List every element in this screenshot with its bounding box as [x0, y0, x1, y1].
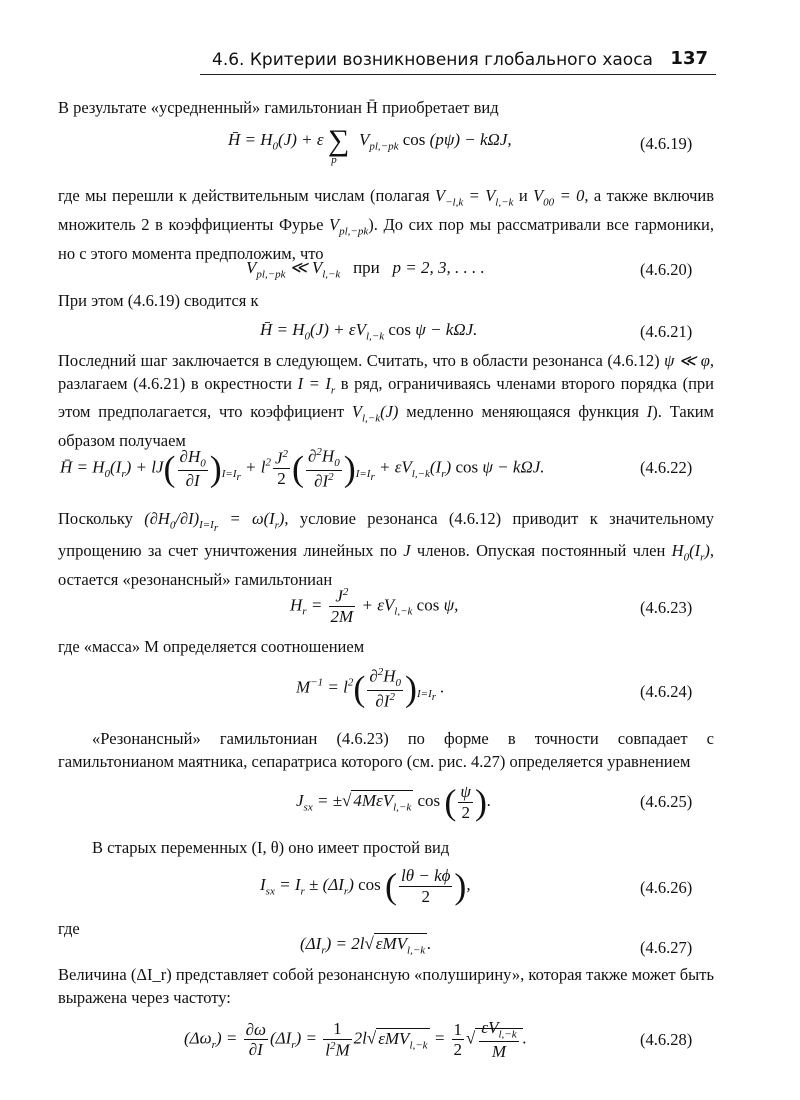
section-title: 4.6. Критерии возникновения глобального хаоса: [212, 50, 653, 70]
paragraph-8: В старых переменных (I, θ) оно имеет простой вид: [92, 838, 450, 857]
equation-number: (4.6.26): [640, 878, 693, 897]
equation-4-6-27: $(\Delta I_r) = 2l√$ εMV$_{l,-k}$ .: [300, 934, 432, 957]
page-number: 137: [670, 48, 708, 69]
paragraph-4: Последний шаг заключается в следующем. Считать, что в области резонанса (4.6.12) ψ ≪ φ, разлагаем (4.6.21) в окрестности $I = I_r$ в ряд, ограничиваясь членами второго порядка (при этом предполагается, что коэффициент $V_{l,-k}(J)$ медленно меняющаяся функция I). Таким образом получаем: [58, 351, 714, 451]
equation-4-6-21: H̄ = $H_0(J) + \varepsilon V_{l,-k}$ cos ψ − kΩJ.: [260, 320, 478, 343]
equation-4-6-20: $V_{pl,-pk}$ ≪ $V_{l,-k}$ при p = 2, 3, . . . .: [246, 258, 485, 281]
paragraph-5: Поскольку $(\partial H_0/\partial I)_{I=I_r} = \omega(I_r)$, условие резонанса (4.6.12) приводит к значительному упрощению за счет уничтожения линейных по J членов. Опуская постоянный член $H_0(I_r)$, остается «резонансный» гамильтониан: [58, 509, 714, 589]
equation-4-6-26: $I_{sx} = I_r \pm (\Delta I_r)$ cos ( $\frac{l\theta - k\phi}{2}$ ),: [260, 866, 471, 907]
equation-number: (4.6.24): [640, 682, 693, 701]
running-header: [200, 44, 716, 75]
paragraph-9: где: [58, 919, 80, 938]
equation-4-6-22: H̄ = $H_0(I_r) + lJ$( $\frac{\partial H_0}{\partial I}$ )$_{I=I_r} + l^2$ $\frac{J^2}{2}$ ( $\frac{\partial^2H_0}{\partial I^2}$ )$_{I=I_r} + \varepsilon V_{l,-k}(I_r)$ cos ψ − kΩJ.: [60, 446, 545, 491]
paragraph-6: где «масса» M определяется соотношением: [58, 637, 365, 656]
equation-number: (4.6.21): [640, 322, 693, 341]
paragraph-1: В результате «усредненный» гамильтониан H̄ приобретает вид: [58, 98, 499, 117]
equation-4-6-28: $(\Delta\omega_r)$ = $\frac{\partial\omega}{\partial I}$ $(\Delta I_r)$ = $\frac{1}{l^2M}$ 2l√ εMV$_{l,-k}$ = $\frac{1}{2}$ √ $\frac{\varepsilon V_{l,-k}}{M}$ .: [184, 1018, 527, 1062]
equation-number: (4.6.20): [640, 260, 693, 279]
paragraph-7: «Резонансный» гамильтониан (4.6.23) по форме в точности совпадает с гамильтонианом маятника, сепаратриса которого (см. рис. 4.27) определяется уравнением: [58, 729, 714, 771]
equation-number: (4.6.22): [640, 458, 693, 477]
equation-4-6-24: $M^{-1} = l^2$( $\frac{\partial^2H_0}{\partial I^2}$ )$_{I=I_r}$ .: [296, 666, 445, 711]
equation-number: (4.6.23): [640, 598, 693, 617]
paragraph-3: При этом (4.6.19) сводится к: [58, 291, 259, 310]
equation-number: (4.6.19): [640, 134, 693, 153]
paragraph-10: Величина (ΔI_r) представляет собой резонансную «полуширину», которая также может быть выражена через частоту:: [58, 965, 714, 1007]
equation-number: (4.6.27): [640, 938, 693, 957]
equation-number: (4.6.28): [640, 1030, 693, 1049]
equation-4-6-25: $J_{sx}$ = ±√ 4MεV$_{l,-k}$ cos ( $\frac{\psi}{2}$ ).: [296, 782, 492, 823]
equation-4-6-23: $H_r$ = $\frac{J^2}{2M}$ + $\varepsilon V_{l,-k}$ cos ψ,: [290, 586, 459, 627]
paragraph-2: где мы перешли к действительным числам (полагая $V_{-l,k} = V_{l,-k}$ и $V_{00} = 0$, а также включив множитель 2 в коэффициенты Фурье $V_{pl,-pk}$). До сих пор мы рассматривали все гармоники, но с этого момента предположим, что: [58, 186, 715, 263]
equation-4-6-19: H̄ = $H_0(J) + \varepsilon$ $\sum_p$ $V_{pl,-pk}$ cos (pψ) − kΩJ,: [228, 124, 512, 167]
equation-number: (4.6.25): [640, 792, 693, 811]
